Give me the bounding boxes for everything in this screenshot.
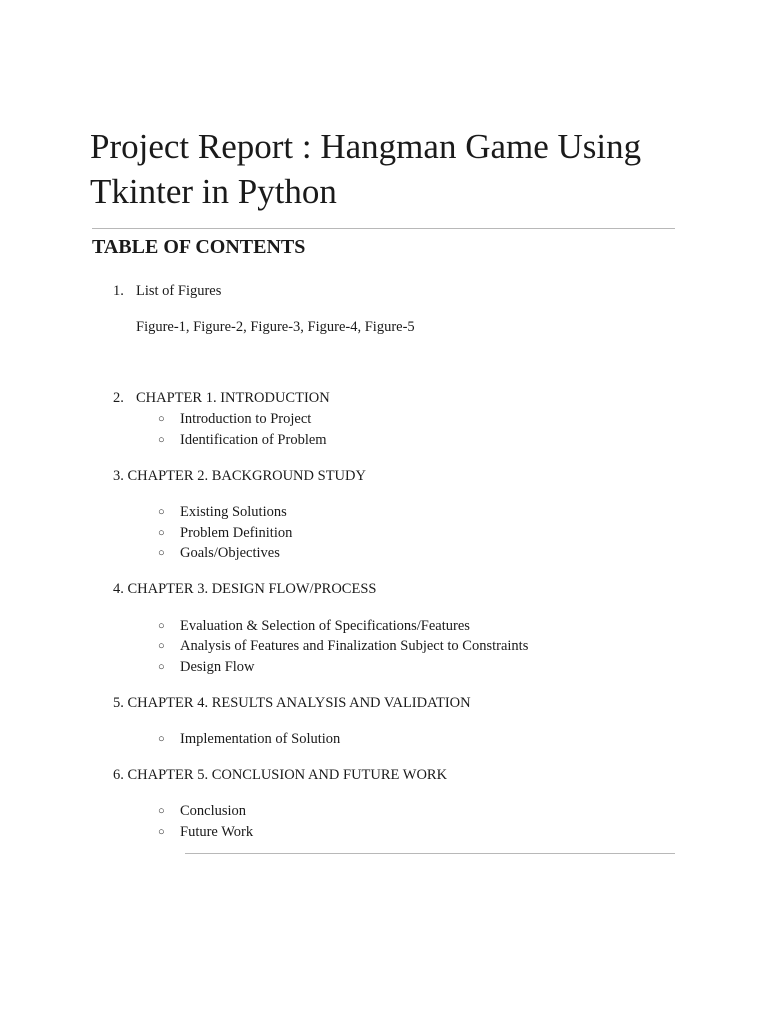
toc-entry-chapter-5[interactable]: 6. CHAPTER 5. CONCLUSION AND FUTURE WORK [113,767,448,783]
toc-subitem-label: Introduction to Project [180,411,312,427]
toc-subitem[interactable] [158,616,470,636]
toc-subitem-label: Goals/Objectives [180,545,280,561]
toc-subitem[interactable] [158,636,528,656]
toc-subitem[interactable] [158,502,287,522]
toc-subitem[interactable] [158,729,340,749]
circle-bullet-icon: ○ [158,733,165,745]
toc-subitem-label: Evaluation & Selection of Specifications/Features [180,618,470,634]
toc-entry-chapter-1[interactable] [113,388,330,408]
toc-entry-label: List of Figures [136,283,222,299]
toc-subitem[interactable] [158,523,292,543]
toc-subitem-label: Design Flow [180,659,255,675]
title-divider [92,228,675,229]
circle-bullet-icon: ○ [158,527,165,539]
toc-subitem[interactable] [158,657,255,677]
circle-bullet-icon: ○ [158,506,165,518]
toc-entry-chapter-2[interactable]: 3. CHAPTER 2. BACKGROUND STUDY [113,468,366,484]
toc-heading: TABLE OF CONTENTS [92,236,306,258]
report-title: Project Report : Hangman Game Using Tkinter in Python [90,127,642,211]
circle-bullet-icon: ○ [158,620,165,632]
circle-bullet-icon: ○ [158,434,165,446]
toc-entry-number: 1. [113,283,124,299]
circle-bullet-icon: ○ [158,413,165,425]
toc-end-divider [185,853,675,854]
toc-entry-list-of-figures[interactable] [113,281,221,301]
toc-subitem[interactable] [158,801,246,821]
toc-subitem[interactable] [158,822,253,842]
toc-entry-label: CHAPTER 1. INTRODUCTION [136,390,330,406]
toc-subitem[interactable] [158,409,311,429]
circle-bullet-icon: ○ [158,640,165,652]
toc-subitem[interactable] [158,543,280,563]
toc-subitem-label: Analysis of Features and Finalization Subject to Constraints [180,638,529,654]
toc-subitem-label: Future Work [180,824,254,840]
circle-bullet-icon: ○ [158,805,165,817]
toc-entry-chapter-3[interactable]: 4. CHAPTER 3. DESIGN FLOW/PROCESS [113,581,377,597]
toc-subitem-label: Existing Solutions [180,504,287,520]
toc-subitem-label: Implementation of Solution [180,731,341,747]
circle-bullet-icon: ○ [158,826,165,838]
circle-bullet-icon: ○ [158,547,165,559]
toc-subitem-label: Problem Definition [180,525,293,541]
circle-bullet-icon: ○ [158,661,165,673]
toc-entry-chapter-4[interactable]: 5. CHAPTER 4. RESULTS ANALYSIS AND VALIDATION [113,695,471,711]
figure-list: Figure-1, Figure-2, Figure-3, Figure-4, Figure-5 [136,319,415,335]
toc-subitem-label: Conclusion [180,803,247,819]
toc-subitem-label: Identification of Problem [180,432,327,448]
toc-subitem[interactable] [158,430,327,450]
toc-entry-number: 2. [113,390,124,406]
